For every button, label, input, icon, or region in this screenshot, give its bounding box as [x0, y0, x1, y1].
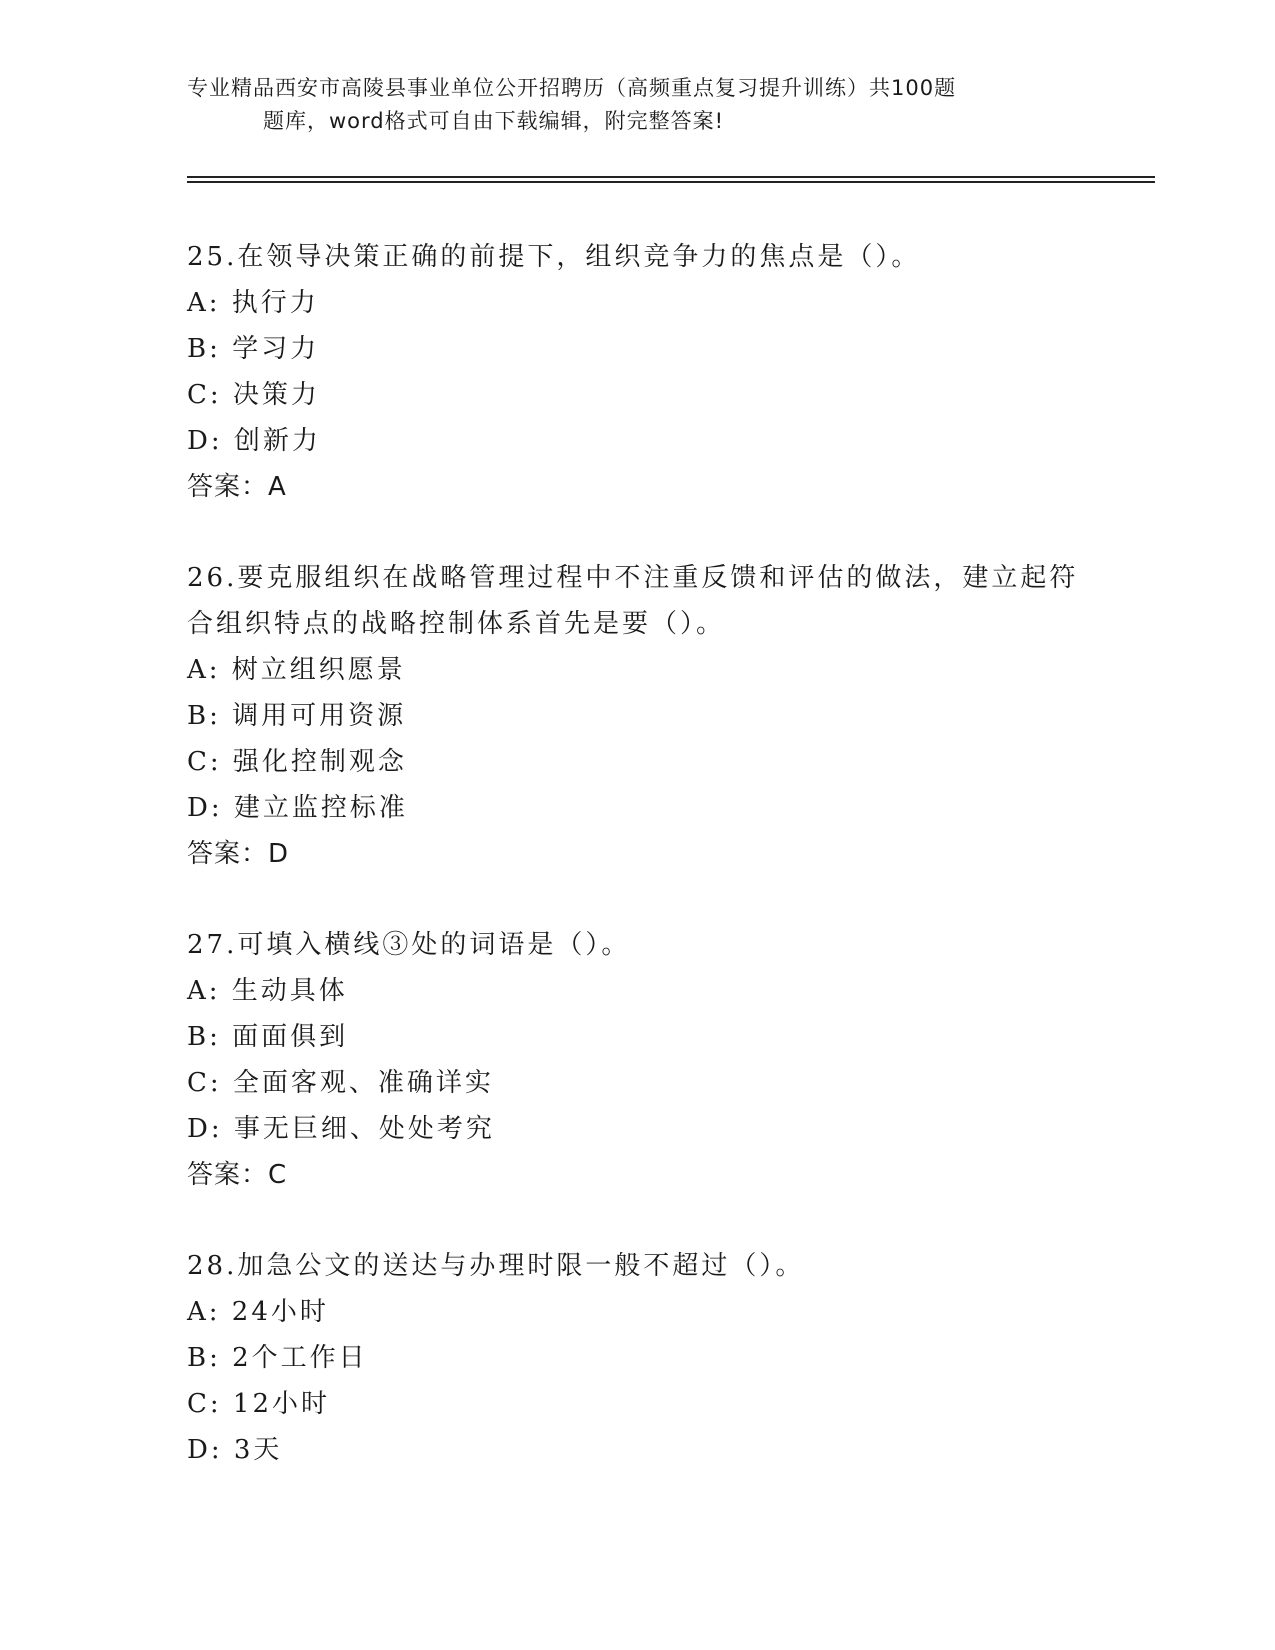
option-d: D: 建立监控标准 [187, 793, 408, 823]
header-title-line-2: 题库，word格式可自由下载编辑，附完整答案! [263, 109, 725, 133]
option-a: A: 24小时 [187, 1297, 329, 1327]
option-c: C: 决策力 [187, 380, 320, 410]
option-a: A: 生动具体 [187, 976, 348, 1006]
question-28 [187, 1243, 1087, 1473]
question-list [187, 234, 1087, 1518]
answer-line: 答案：A [187, 472, 287, 502]
question-stem: 26.要克服组织在战略管理过程中不注重反馈和评估的做法，建立起符合组织特点的战略控制体系首先是要（）。 [187, 563, 1079, 639]
question-stem: 25.在领导决策正确的前提下，组织竞争力的焦点是（）。 [187, 242, 921, 272]
header-title-line-1: 专业精品西安市高陵县事业单位公开招聘历（高频重点复习提升训练）共100题 [187, 76, 957, 100]
option-b: B: 面面俱到 [187, 1022, 349, 1052]
option-a: A: 执行力 [187, 288, 319, 318]
question-25 [187, 234, 1087, 510]
option-c: C: 强化控制观念 [187, 747, 407, 777]
document-header [187, 72, 1087, 138]
option-a: A: 树立组织愿景 [187, 655, 406, 685]
option-d: D: 3天 [187, 1435, 283, 1465]
question-26 [187, 555, 1087, 877]
option-b: B: 2个工作日 [187, 1343, 368, 1373]
answer-line: 答案：D [187, 839, 290, 869]
question-stem: 28.加急公文的送达与办理时限一般不超过（）。 [187, 1251, 805, 1281]
question-stem: 27.可填入横线③处的词语是（）。 [187, 930, 631, 960]
option-c: C: 12小时 [187, 1389, 331, 1419]
answer-line: 答案：C [187, 1160, 288, 1190]
option-d: D: 事无巨细、处处考究 [187, 1114, 495, 1144]
option-b: B: 学习力 [187, 334, 320, 364]
header-rule-top [187, 176, 1155, 178]
option-c: C: 全面客观、准确详实 [187, 1068, 494, 1098]
option-b: B: 调用可用资源 [187, 701, 407, 731]
option-d: D: 创新力 [187, 426, 321, 456]
header-rule-bottom [187, 181, 1155, 183]
question-27 [187, 922, 1087, 1198]
